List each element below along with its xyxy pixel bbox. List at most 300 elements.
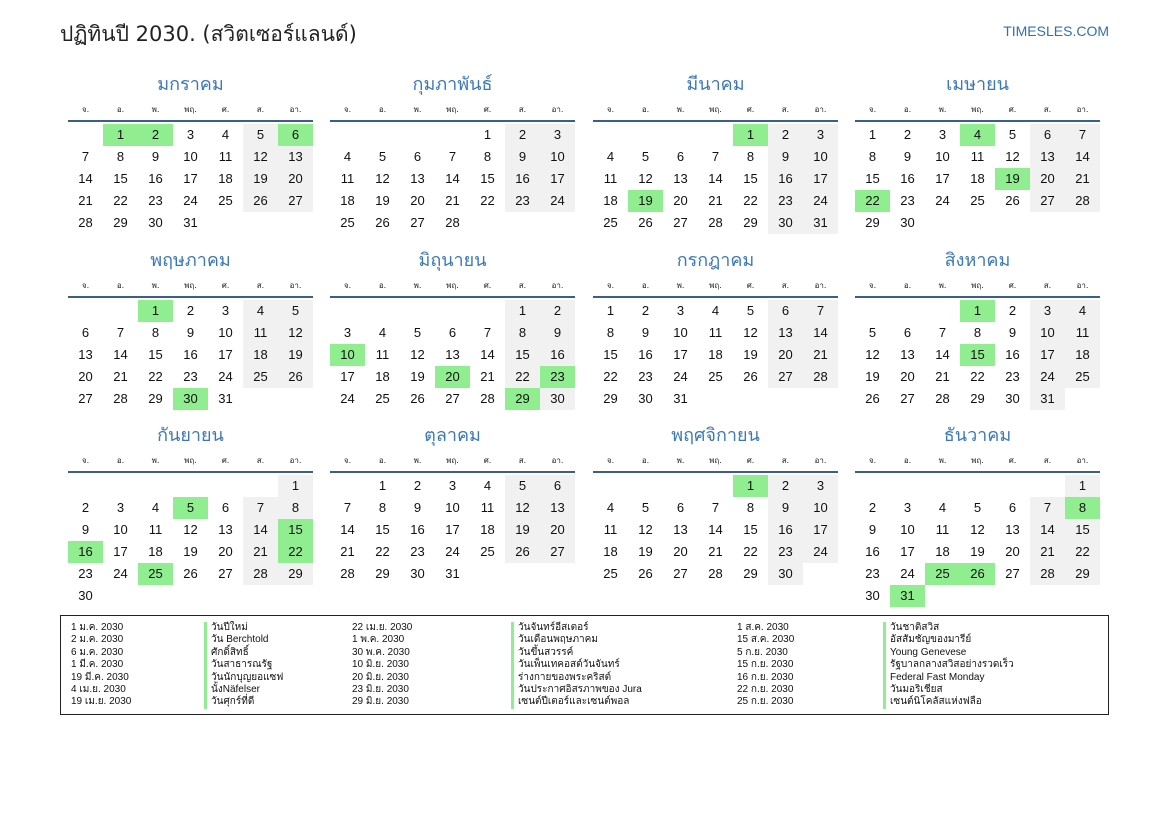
brand-link[interactable]: TIMESLES.COM [1003, 23, 1109, 39]
day-cell[interactable]: 8 [151, 325, 160, 340]
day-cell[interactable]: 15 [1065, 519, 1100, 541]
day-cell[interactable]: 1 [505, 300, 540, 322]
day-cell[interactable]: 21 [78, 193, 93, 208]
day-cell[interactable]: 29 [278, 563, 313, 585]
holiday-day[interactable]: 16 [68, 541, 103, 563]
day-cell[interactable]: 6 [81, 325, 90, 340]
day-cell[interactable]: 7 [711, 149, 720, 164]
day-cell[interactable]: 5 [868, 325, 877, 340]
day-cell[interactable]: 5 [505, 475, 540, 497]
day-cell[interactable]: 24 [445, 544, 460, 559]
day-cell[interactable]: 7 [938, 325, 947, 340]
day-cell[interactable]: 17 [540, 168, 575, 190]
day-cell[interactable]: 12 [410, 347, 425, 362]
day-cell[interactable]: 20 [540, 519, 575, 541]
day-cell[interactable]: 10 [803, 497, 838, 519]
day-cell[interactable]: 17 [113, 544, 128, 559]
day-cell[interactable]: 25 [218, 193, 233, 208]
day-cell[interactable]: 4 [243, 300, 278, 322]
day-cell[interactable]: 12 [638, 171, 653, 186]
day-cell[interactable]: 22 [375, 544, 390, 559]
day-cell[interactable]: 5 [378, 149, 387, 164]
day-cell[interactable]: 3 [1030, 300, 1065, 322]
day-cell[interactable]: 19 [243, 168, 278, 190]
day-cell[interactable]: 30 [410, 566, 425, 581]
day-cell[interactable]: 15 [603, 347, 618, 362]
day-cell[interactable]: 7 [343, 500, 352, 515]
day-cell[interactable]: 14 [935, 347, 950, 362]
day-cell[interactable]: 12 [970, 522, 985, 537]
day-cell[interactable]: 12 [183, 522, 198, 537]
day-cell[interactable]: 8 [505, 322, 540, 344]
holiday-day[interactable]: 15 [960, 344, 995, 366]
day-cell[interactable]: 8 [378, 500, 387, 515]
day-cell[interactable]: 6 [768, 300, 803, 322]
day-cell[interactable]: 27 [445, 391, 460, 406]
day-cell[interactable]: 5 [641, 149, 650, 164]
day-cell[interactable]: 18 [603, 193, 618, 208]
day-cell[interactable]: 6 [540, 475, 575, 497]
day-cell[interactable]: 24 [540, 190, 575, 212]
day-cell[interactable]: 31 [183, 215, 198, 230]
day-cell[interactable]: 26 [410, 391, 425, 406]
day-cell[interactable]: 4 [221, 127, 230, 142]
day-cell[interactable]: 21 [445, 193, 460, 208]
day-cell[interactable]: 11 [243, 322, 278, 344]
day-cell[interactable]: 26 [243, 190, 278, 212]
day-cell[interactable]: 23 [768, 541, 803, 563]
day-cell[interactable]: 13 [218, 522, 233, 537]
day-cell[interactable]: 25 [603, 566, 618, 581]
day-cell[interactable]: 7 [1030, 497, 1065, 519]
day-cell[interactable]: 16 [1005, 347, 1020, 362]
day-cell[interactable]: 11 [480, 500, 495, 515]
day-cell[interactable]: 22 [1065, 541, 1100, 563]
day-cell[interactable]: 29 [743, 566, 758, 581]
day-cell[interactable]: 23 [1005, 369, 1020, 384]
day-cell[interactable]: 3 [803, 124, 838, 146]
day-cell[interactable]: 28 [935, 391, 950, 406]
day-cell[interactable]: 29 [148, 391, 163, 406]
day-cell[interactable]: 25 [970, 193, 985, 208]
day-cell[interactable]: 9 [768, 146, 803, 168]
day-cell[interactable]: 17 [1030, 344, 1065, 366]
day-cell[interactable]: 10 [218, 325, 233, 340]
day-cell[interactable]: 3 [116, 500, 125, 515]
day-cell[interactable]: 7 [1065, 124, 1100, 146]
day-cell[interactable]: 21 [1065, 168, 1100, 190]
day-cell[interactable]: 9 [151, 149, 160, 164]
day-cell[interactable]: 27 [768, 366, 803, 388]
day-cell[interactable]: 28 [480, 391, 495, 406]
day-cell[interactable]: 26 [743, 369, 758, 384]
day-cell[interactable]: 4 [606, 149, 615, 164]
day-cell[interactable]: 8 [606, 325, 615, 340]
day-cell[interactable]: 14 [445, 171, 460, 186]
day-cell[interactable]: 15 [113, 171, 128, 186]
day-cell[interactable]: 3 [448, 478, 457, 493]
day-cell[interactable]: 22 [113, 193, 128, 208]
day-cell[interactable]: 11 [603, 522, 618, 537]
day-cell[interactable]: 17 [340, 369, 355, 384]
day-cell[interactable]: 13 [78, 347, 93, 362]
day-cell[interactable]: 26 [865, 391, 880, 406]
day-cell[interactable]: 24 [673, 369, 688, 384]
day-cell[interactable]: 30 [78, 588, 93, 603]
holiday-day[interactable]: 19 [628, 190, 663, 212]
day-cell[interactable]: 12 [865, 347, 880, 362]
day-cell[interactable]: 17 [218, 347, 233, 362]
day-cell[interactable]: 18 [340, 193, 355, 208]
day-cell[interactable]: 10 [900, 522, 915, 537]
day-cell[interactable]: 9 [641, 325, 650, 340]
day-cell[interactable]: 29 [743, 215, 758, 230]
day-cell[interactable]: 25 [340, 215, 355, 230]
day-cell[interactable]: 3 [938, 127, 947, 142]
day-cell[interactable]: 18 [218, 171, 233, 186]
day-cell[interactable]: 14 [1030, 519, 1065, 541]
day-cell[interactable]: 30 [148, 215, 163, 230]
day-cell[interactable]: 16 [638, 347, 653, 362]
day-cell[interactable]: 22 [743, 193, 758, 208]
day-cell[interactable]: 9 [540, 322, 575, 344]
day-cell[interactable]: 21 [803, 344, 838, 366]
day-cell[interactable]: 16 [183, 347, 198, 362]
day-cell[interactable]: 1 [378, 478, 387, 493]
day-cell[interactable]: 1 [1065, 475, 1100, 497]
holiday-day[interactable]: 1 [733, 475, 768, 497]
day-cell[interactable]: 25 [603, 215, 618, 230]
holiday-day[interactable]: 20 [435, 366, 470, 388]
day-cell[interactable]: 16 [540, 344, 575, 366]
day-cell[interactable]: 19 [743, 347, 758, 362]
day-cell[interactable]: 4 [151, 500, 160, 515]
day-cell[interactable]: 3 [803, 475, 838, 497]
day-cell[interactable]: 26 [638, 215, 653, 230]
day-cell[interactable]: 17 [803, 519, 838, 541]
day-cell[interactable]: 24 [1030, 366, 1065, 388]
day-cell[interactable]: 24 [340, 391, 355, 406]
day-cell[interactable]: 9 [186, 325, 195, 340]
day-cell[interactable]: 13 [540, 497, 575, 519]
day-cell[interactable]: 27 [78, 391, 93, 406]
day-cell[interactable]: 12 [243, 146, 278, 168]
day-cell[interactable]: 14 [78, 171, 93, 186]
day-cell[interactable]: 23 [183, 369, 198, 384]
day-cell[interactable]: 25 [480, 544, 495, 559]
day-cell[interactable]: 21 [243, 541, 278, 563]
day-cell[interactable]: 24 [218, 369, 233, 384]
day-cell[interactable]: 22 [603, 369, 618, 384]
day-cell[interactable]: 24 [803, 541, 838, 563]
day-cell[interactable]: 16 [900, 171, 915, 186]
holiday-day[interactable]: 1 [960, 300, 995, 322]
day-cell[interactable]: 27 [1005, 566, 1020, 581]
day-cell[interactable]: 4 [711, 303, 720, 318]
holiday-day[interactable]: 26 [960, 563, 995, 585]
day-cell[interactable]: 18 [480, 522, 495, 537]
day-cell[interactable]: 2 [768, 475, 803, 497]
day-cell[interactable]: 6 [1008, 500, 1017, 515]
day-cell[interactable]: 25 [243, 366, 278, 388]
day-cell[interactable]: 12 [743, 325, 758, 340]
day-cell[interactable]: 16 [768, 168, 803, 190]
holiday-day[interactable]: 15 [278, 519, 313, 541]
day-cell[interactable]: 23 [865, 566, 880, 581]
day-cell[interactable]: 28 [708, 566, 723, 581]
day-cell[interactable]: 15 [375, 522, 390, 537]
day-cell[interactable]: 2 [505, 124, 540, 146]
day-cell[interactable]: 13 [768, 322, 803, 344]
day-cell[interactable]: 16 [505, 168, 540, 190]
day-cell[interactable]: 17 [183, 171, 198, 186]
day-cell[interactable]: 9 [768, 497, 803, 519]
day-cell[interactable]: 28 [113, 391, 128, 406]
holiday-day[interactable]: 31 [890, 585, 925, 607]
day-cell[interactable]: 3 [221, 303, 230, 318]
day-cell[interactable]: 11 [708, 325, 723, 340]
day-cell[interactable]: 28 [243, 563, 278, 585]
day-cell[interactable]: 9 [81, 522, 90, 537]
day-cell[interactable]: 30 [1005, 391, 1020, 406]
day-cell[interactable]: 14 [708, 171, 723, 186]
day-cell[interactable]: 2 [540, 300, 575, 322]
day-cell[interactable]: 31 [1030, 388, 1065, 410]
day-cell[interactable]: 16 [148, 171, 163, 186]
day-cell[interactable]: 13 [410, 171, 425, 186]
day-cell[interactable]: 13 [1030, 146, 1065, 168]
day-cell[interactable]: 15 [743, 522, 758, 537]
holiday-day[interactable]: 22 [278, 541, 313, 563]
day-cell[interactable]: 13 [673, 522, 688, 537]
day-cell[interactable]: 8 [868, 149, 877, 164]
day-cell[interactable]: 20 [278, 168, 313, 190]
day-cell[interactable]: 30 [768, 563, 803, 585]
day-cell[interactable]: 5 [973, 500, 982, 515]
day-cell[interactable]: 16 [410, 522, 425, 537]
holiday-day[interactable]: 8 [1065, 497, 1100, 519]
day-cell[interactable]: 2 [641, 303, 650, 318]
day-cell[interactable]: 27 [218, 566, 233, 581]
holiday-day[interactable]: 29 [505, 388, 540, 410]
day-cell[interactable]: 2 [413, 478, 422, 493]
day-cell[interactable]: 6 [413, 149, 422, 164]
day-cell[interactable]: 11 [148, 522, 163, 537]
day-cell[interactable]: 20 [1030, 168, 1065, 190]
day-cell[interactable]: 31 [445, 566, 460, 581]
day-cell[interactable]: 6 [676, 149, 685, 164]
day-cell[interactable]: 10 [445, 500, 460, 515]
day-cell[interactable]: 8 [746, 500, 755, 515]
day-cell[interactable]: 28 [340, 566, 355, 581]
day-cell[interactable]: 7 [711, 500, 720, 515]
day-cell[interactable]: 2 [868, 500, 877, 515]
day-cell[interactable]: 12 [375, 171, 390, 186]
day-cell[interactable]: 5 [243, 124, 278, 146]
day-cell[interactable]: 11 [970, 149, 985, 164]
day-cell[interactable]: 18 [1065, 344, 1100, 366]
day-cell[interactable]: 24 [113, 566, 128, 581]
day-cell[interactable]: 7 [803, 300, 838, 322]
day-cell[interactable]: 2 [768, 124, 803, 146]
day-cell[interactable]: 6 [676, 500, 685, 515]
day-cell[interactable]: 8 [483, 149, 492, 164]
holiday-day[interactable]: 1 [138, 300, 173, 322]
day-cell[interactable]: 25 [708, 369, 723, 384]
day-cell[interactable]: 28 [1030, 563, 1065, 585]
day-cell[interactable]: 24 [900, 566, 915, 581]
day-cell[interactable]: 5 [278, 300, 313, 322]
day-cell[interactable]: 28 [78, 215, 93, 230]
day-cell[interactable]: 20 [768, 344, 803, 366]
day-cell[interactable]: 23 [900, 193, 915, 208]
day-cell[interactable]: 18 [970, 171, 985, 186]
day-cell[interactable]: 14 [803, 322, 838, 344]
day-cell[interactable]: 26 [375, 215, 390, 230]
day-cell[interactable]: 12 [638, 522, 653, 537]
day-cell[interactable]: 13 [900, 347, 915, 362]
day-cell[interactable]: 15 [148, 347, 163, 362]
day-cell[interactable]: 18 [243, 344, 278, 366]
day-cell[interactable]: 30 [540, 388, 575, 410]
day-cell[interactable]: 31 [673, 391, 688, 406]
day-cell[interactable]: 22 [970, 369, 985, 384]
day-cell[interactable]: 9 [868, 522, 877, 537]
day-cell[interactable]: 20 [900, 369, 915, 384]
day-cell[interactable]: 20 [1005, 544, 1020, 559]
day-cell[interactable]: 14 [340, 522, 355, 537]
holiday-day[interactable]: 4 [960, 124, 995, 146]
holiday-day[interactable]: 22 [855, 190, 890, 212]
day-cell[interactable]: 22 [505, 366, 540, 388]
day-cell[interactable]: 9 [505, 146, 540, 168]
day-cell[interactable]: 6 [448, 325, 457, 340]
day-cell[interactable]: 23 [638, 369, 653, 384]
day-cell[interactable]: 19 [505, 519, 540, 541]
day-cell[interactable]: 11 [218, 149, 233, 164]
day-cell[interactable]: 10 [673, 325, 688, 340]
day-cell[interactable]: 9 [903, 149, 912, 164]
day-cell[interactable]: 29 [375, 566, 390, 581]
day-cell[interactable]: 10 [1030, 322, 1065, 344]
day-cell[interactable]: 29 [1065, 563, 1100, 585]
day-cell[interactable]: 21 [1030, 541, 1065, 563]
day-cell[interactable]: 10 [113, 522, 128, 537]
holiday-day[interactable]: 30 [173, 388, 208, 410]
day-cell[interactable]: 19 [375, 193, 390, 208]
day-cell[interactable]: 21 [113, 369, 128, 384]
day-cell[interactable]: 30 [865, 588, 880, 603]
day-cell[interactable]: 17 [803, 168, 838, 190]
day-cell[interactable]: 10 [540, 146, 575, 168]
day-cell[interactable]: 28 [708, 215, 723, 230]
day-cell[interactable]: 2 [903, 127, 912, 142]
day-cell[interactable]: 21 [935, 369, 950, 384]
day-cell[interactable]: 12 [505, 497, 540, 519]
day-cell[interactable]: 5 [1008, 127, 1017, 142]
day-cell[interactable]: 16 [768, 519, 803, 541]
day-cell[interactable]: 16 [865, 544, 880, 559]
day-cell[interactable]: 9 [1008, 325, 1017, 340]
day-cell[interactable]: 7 [243, 497, 278, 519]
day-cell[interactable]: 29 [603, 391, 618, 406]
day-cell[interactable]: 30 [638, 391, 653, 406]
day-cell[interactable]: 26 [638, 566, 653, 581]
day-cell[interactable]: 25 [375, 391, 390, 406]
day-cell[interactable]: 22 [743, 544, 758, 559]
day-cell[interactable]: 20 [673, 193, 688, 208]
day-cell[interactable]: 27 [1030, 190, 1065, 212]
day-cell[interactable]: 22 [148, 369, 163, 384]
day-cell[interactable]: 29 [865, 215, 880, 230]
day-cell[interactable]: 26 [278, 366, 313, 388]
day-cell[interactable]: 18 [603, 544, 618, 559]
day-cell[interactable]: 23 [78, 566, 93, 581]
day-cell[interactable]: 14 [243, 519, 278, 541]
day-cell[interactable]: 6 [221, 500, 230, 515]
day-cell[interactable]: 15 [743, 171, 758, 186]
day-cell[interactable]: 1 [483, 127, 492, 142]
day-cell[interactable]: 11 [603, 171, 618, 186]
day-cell[interactable]: 19 [865, 369, 880, 384]
day-cell[interactable]: 3 [540, 124, 575, 146]
day-cell[interactable]: 19 [183, 544, 198, 559]
day-cell[interactable]: 29 [970, 391, 985, 406]
day-cell[interactable]: 24 [935, 193, 950, 208]
day-cell[interactable]: 18 [375, 369, 390, 384]
day-cell[interactable]: 10 [935, 149, 950, 164]
day-cell[interactable]: 20 [78, 369, 93, 384]
day-cell[interactable]: 17 [673, 347, 688, 362]
day-cell[interactable]: 13 [445, 347, 460, 362]
day-cell[interactable]: 31 [218, 391, 233, 406]
day-cell[interactable]: 27 [278, 190, 313, 212]
day-cell[interactable]: 27 [540, 541, 575, 563]
day-cell[interactable]: 11 [935, 522, 950, 537]
day-cell[interactable]: 24 [803, 190, 838, 212]
day-cell[interactable]: 19 [410, 369, 425, 384]
day-cell[interactable]: 8 [116, 149, 125, 164]
day-cell[interactable]: 15 [865, 171, 880, 186]
holiday-day[interactable]: 25 [925, 563, 960, 585]
day-cell[interactable]: 20 [410, 193, 425, 208]
day-cell[interactable]: 27 [673, 566, 688, 581]
day-cell[interactable]: 2 [81, 500, 90, 515]
day-cell[interactable]: 4 [606, 500, 615, 515]
day-cell[interactable]: 17 [935, 171, 950, 186]
holiday-day[interactable]: 1 [103, 124, 138, 146]
day-cell[interactable]: 1 [606, 303, 615, 318]
day-cell[interactable]: 26 [505, 541, 540, 563]
day-cell[interactable]: 26 [183, 566, 198, 581]
day-cell[interactable]: 23 [148, 193, 163, 208]
holiday-day[interactable]: 23 [540, 366, 575, 388]
day-cell[interactable]: 12 [1005, 149, 1020, 164]
day-cell[interactable]: 28 [445, 215, 460, 230]
day-cell[interactable]: 13 [278, 146, 313, 168]
day-cell[interactable]: 26 [1005, 193, 1020, 208]
day-cell[interactable]: 13 [1005, 522, 1020, 537]
holiday-day[interactable]: 10 [330, 344, 365, 366]
holiday-day[interactable]: 6 [278, 124, 313, 146]
day-cell[interactable]: 4 [1065, 300, 1100, 322]
day-cell[interactable]: 14 [480, 347, 495, 362]
day-cell[interactable]: 8 [973, 325, 982, 340]
day-cell[interactable]: 21 [340, 544, 355, 559]
day-cell[interactable]: 21 [708, 193, 723, 208]
day-cell[interactable]: 18 [148, 544, 163, 559]
day-cell[interactable]: 17 [445, 522, 460, 537]
